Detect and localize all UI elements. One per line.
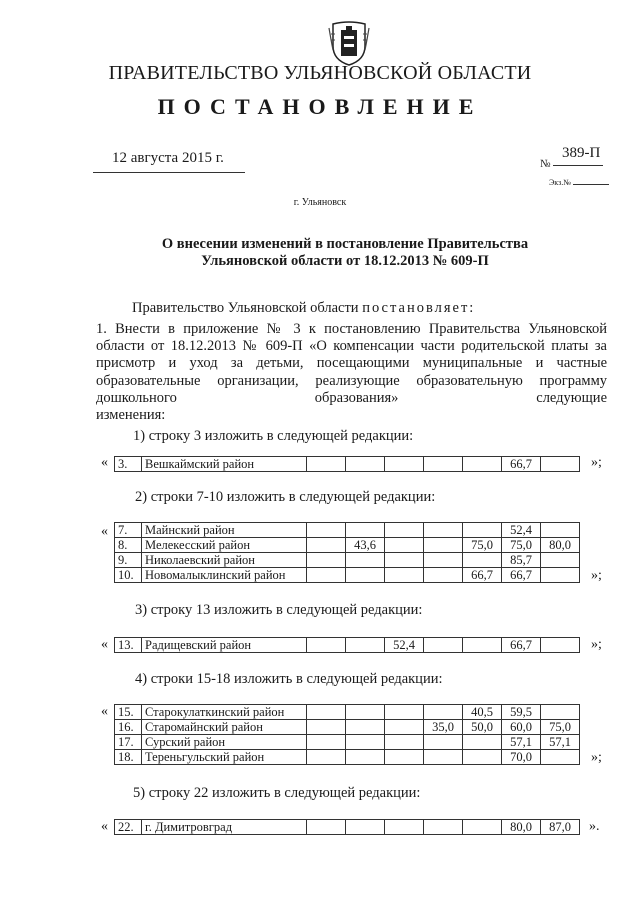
table-row: [115, 720, 580, 735]
value-cell: [424, 553, 463, 568]
copy-label: Экз.№: [549, 178, 571, 187]
value-cell: 59,5: [502, 705, 541, 720]
coat-of-arms-emblem: [327, 20, 371, 66]
value-cell: 80,0: [502, 820, 541, 835]
amendment-table: [114, 704, 580, 765]
amendment-caption: 3) строку 13 изложить в следующей редакции:: [135, 602, 423, 618]
close-quote: »;: [591, 637, 602, 652]
district-name: Старокулаткинский район: [142, 705, 307, 720]
row-number: 22.: [115, 820, 142, 835]
row-number: 7.: [115, 523, 142, 538]
row-number: 13.: [115, 638, 142, 653]
value-cell: 50,0: [463, 720, 502, 735]
value-cell: [385, 568, 424, 583]
value-cell: [541, 457, 580, 472]
value-cell: 87,0: [541, 820, 580, 835]
table-row: [115, 735, 580, 750]
row-number: 10.: [115, 568, 142, 583]
row-number: 3.: [115, 457, 142, 472]
value-cell: 40,5: [463, 705, 502, 720]
number-sign: №: [540, 158, 551, 170]
value-cell: [424, 568, 463, 583]
item-1-text: 1. Внести в приложение № 3 к постановлению Правительства Ульяновской области от 18.12.2013 № 609-П «О компенсации части родительской платы за присмотр и уход за детьми, посещающими муниципальные и частные образовательные организации, реализующие образовательную программу дошкольного образования» следующие: [96, 321, 607, 406]
value-cell: [541, 553, 580, 568]
value-cell: 75,0: [463, 538, 502, 553]
table-row: [115, 553, 580, 568]
row-number: 16.: [115, 720, 142, 735]
district-name: Майнский район: [142, 523, 307, 538]
value-cell: [307, 705, 346, 720]
value-cell: 43,6: [346, 538, 385, 553]
intro-decree-word: постановляет:: [362, 300, 476, 316]
district-name: Новомалыклинский район: [142, 568, 307, 583]
value-cell: [424, 523, 463, 538]
district-name: Радищевский район: [142, 638, 307, 653]
table-row: [115, 638, 580, 653]
open-quote: «: [101, 819, 108, 834]
value-cell: [385, 457, 424, 472]
value-cell: 70,0: [502, 750, 541, 765]
amendment-table: [114, 522, 580, 583]
value-cell: [346, 705, 385, 720]
value-cell: [385, 705, 424, 720]
value-cell: [385, 820, 424, 835]
open-quote: «: [101, 455, 108, 470]
heading-line-2: Ульяновской области от 18.12.2013 № 609-П: [201, 253, 489, 269]
value-cell: 80,0: [541, 538, 580, 553]
value-cell: [463, 750, 502, 765]
value-cell: [424, 538, 463, 553]
district-name: г. Димитровград: [142, 820, 307, 835]
value-cell: [307, 750, 346, 765]
row-number: 8.: [115, 538, 142, 553]
open-quote: «: [101, 704, 108, 719]
value-cell: [346, 638, 385, 653]
value-cell: [424, 705, 463, 720]
value-cell: [424, 638, 463, 653]
date-underline: [93, 172, 245, 173]
value-cell: 52,4: [502, 523, 541, 538]
open-quote: «: [101, 524, 108, 539]
document-number: 389-П: [562, 145, 601, 161]
city-name: г. Ульяновск: [293, 197, 347, 208]
amendment-table: [114, 637, 580, 653]
value-cell: [463, 820, 502, 835]
organization-title: ПРАВИТЕЛЬСТВО УЛЬЯНОВСКОЙ ОБЛАСТИ: [108, 62, 532, 84]
close-quote: ».: [589, 819, 600, 834]
value-cell: [307, 720, 346, 735]
copy-number-field: [549, 178, 609, 187]
copy-number-blank: [573, 184, 609, 185]
value-cell: [385, 523, 424, 538]
district-name: Николаевский район: [142, 553, 307, 568]
value-cell: [463, 523, 502, 538]
value-cell: [346, 820, 385, 835]
value-cell: 66,7: [463, 568, 502, 583]
value-cell: 35,0: [424, 720, 463, 735]
value-cell: [463, 638, 502, 653]
value-cell: 57,1: [541, 735, 580, 750]
heading-line-1: О внесении изменений в постановление Правительства: [161, 236, 529, 252]
document-type: ПОСТАНОВЛЕНИЕ: [157, 94, 483, 119]
value-cell: [424, 457, 463, 472]
district-name: Старомайнский район: [142, 720, 307, 735]
value-cell: [424, 735, 463, 750]
amendment-caption: 1) строку 3 изложить в следующей редакции:: [133, 428, 414, 444]
district-name: Сурский район: [142, 735, 307, 750]
value-cell: [346, 720, 385, 735]
value-cell: [385, 553, 424, 568]
amendment-caption: 5) строку 22 изложить в следующей редакции:: [133, 785, 421, 801]
value-cell: [385, 750, 424, 765]
value-cell: [307, 457, 346, 472]
document-date: 12 августа 2015 г.: [112, 150, 224, 166]
district-name: Тереньгульский район: [142, 750, 307, 765]
row-number: 18.: [115, 750, 142, 765]
row-number: 17.: [115, 735, 142, 750]
row-number: 15.: [115, 705, 142, 720]
value-cell: [307, 735, 346, 750]
row-number: 9.: [115, 553, 142, 568]
table-row: [115, 750, 580, 765]
table-row: [115, 538, 580, 553]
close-quote: »;: [591, 750, 602, 765]
value-cell: 85,7: [502, 553, 541, 568]
value-cell: [541, 523, 580, 538]
value-cell: [541, 705, 580, 720]
value-cell: [307, 523, 346, 538]
value-cell: 66,7: [502, 457, 541, 472]
value-cell: [346, 457, 385, 472]
value-cell: [346, 568, 385, 583]
open-quote: «: [101, 637, 108, 652]
table-row: [115, 523, 580, 538]
value-cell: 75,0: [541, 720, 580, 735]
number-underline: [553, 165, 603, 166]
resolution-intro: [132, 300, 475, 317]
value-cell: 75,0: [502, 538, 541, 553]
district-name: Мелекесский район: [142, 538, 307, 553]
value-cell: [307, 568, 346, 583]
value-cell: [307, 538, 346, 553]
value-cell: 52,4: [385, 638, 424, 653]
item-1-end: изменения:: [96, 407, 166, 423]
document-heading: [0, 236, 640, 270]
value-cell: 66,7: [502, 638, 541, 653]
amendment-caption: 2) строки 7-10 изложить в следующей редакции:: [135, 489, 436, 505]
close-quote: »;: [591, 455, 602, 470]
value-cell: [424, 820, 463, 835]
value-cell: [346, 553, 385, 568]
value-cell: [307, 820, 346, 835]
value-cell: [346, 523, 385, 538]
amendment-table: [114, 456, 580, 472]
value-cell: 66,7: [502, 568, 541, 583]
value-cell: 60,0: [502, 720, 541, 735]
table-row: [115, 820, 580, 835]
value-cell: [541, 638, 580, 653]
amendment-table: [114, 819, 580, 835]
close-quote: »;: [591, 568, 602, 583]
value-cell: [346, 735, 385, 750]
value-cell: [463, 553, 502, 568]
value-cell: [385, 720, 424, 735]
table-row: [115, 568, 580, 583]
amendment-caption: 4) строки 15-18 изложить в следующей редакции:: [135, 671, 443, 687]
value-cell: [541, 568, 580, 583]
value-cell: [541, 750, 580, 765]
district-name: Вешкаймский район: [142, 457, 307, 472]
table-row: [115, 457, 580, 472]
value-cell: [424, 750, 463, 765]
table-row: [115, 705, 580, 720]
intro-prefix: Правительство Ульяновской области: [132, 300, 363, 316]
value-cell: 57,1: [502, 735, 541, 750]
value-cell: [385, 538, 424, 553]
value-cell: [463, 735, 502, 750]
value-cell: [385, 735, 424, 750]
value-cell: [463, 457, 502, 472]
value-cell: [346, 750, 385, 765]
value-cell: [307, 638, 346, 653]
value-cell: [307, 553, 346, 568]
